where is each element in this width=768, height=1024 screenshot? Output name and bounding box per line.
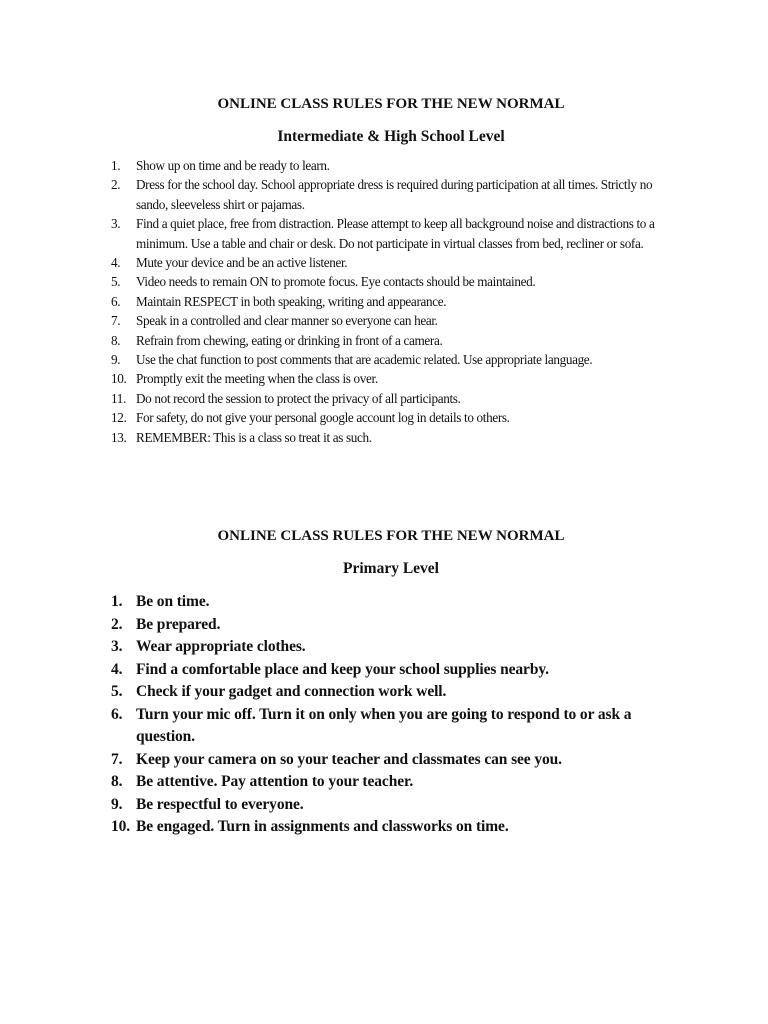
rule-item [111, 659, 671, 682]
rule-text: Do not record the session to protect the privacy of all participants. [136, 390, 461, 406]
rule-number: 7. [111, 750, 123, 768]
rule-item [111, 389, 671, 408]
rule-text: Find a quiet place, free from distraction. Please attempt to keep all background noise and distractions to a minimum. Use a table and chair or desk. Do not participate in virtual classes from bed, recliner or sofa. [136, 216, 655, 251]
rule-number: 2. [111, 615, 123, 633]
section-intermediate-high-school [111, 94, 671, 447]
rule-item [111, 369, 671, 388]
section-subtitle: Primary Level [343, 560, 439, 577]
rule-item [111, 428, 671, 447]
rule-number: 5. [111, 274, 121, 290]
rule-item [111, 704, 671, 749]
section-title: ONLINE CLASS RULES FOR THE NEW NORMAL [217, 96, 565, 112]
rule-item [111, 292, 671, 311]
rule-text: Check if your gadget and connection work well. [136, 683, 447, 700]
rules-list [111, 156, 671, 447]
rule-number: 4. [111, 255, 121, 271]
rule-text: REMEMBER: This is a class so treat it as such. [136, 429, 372, 445]
rule-text: Video needs to remain ON to promote focus. Eye contacts should be maintained. [136, 274, 536, 290]
rule-item [111, 175, 671, 214]
rule-item [111, 681, 671, 704]
rule-item [111, 749, 671, 772]
rule-item [111, 636, 671, 659]
rule-text: Wear appropriate clothes. [136, 638, 306, 655]
rule-number: 3. [111, 638, 123, 655]
rule-number: 12. [111, 410, 127, 426]
rule-text: Mute your device and be an active listener. [136, 255, 348, 271]
rule-item [111, 272, 671, 291]
rule-text: Be on time. [136, 593, 210, 610]
rule-item [111, 614, 671, 637]
rule-text: Find a comfortable place and keep your school supplies nearby. [136, 660, 549, 678]
rule-number: 10. [111, 371, 127, 387]
rule-text: Be attentive. Pay attention to your teacher. [136, 773, 414, 790]
rule-text: Be engaged. Turn in assignments and classworks on time. [136, 818, 509, 835]
rule-item [111, 311, 671, 330]
rule-number: 1. [111, 158, 121, 173]
rule-text: Be prepared. [136, 615, 221, 633]
rule-text: Dress for the school day. School appropriate dress is required during participation at all times. Strictly no sando, sleeveless shirt or pajamas. [136, 177, 653, 212]
rule-text: Use the chat function to post comments that are academic related. Use appropriate language. [136, 352, 593, 368]
rule-number: 4. [111, 660, 123, 678]
rule-number: 1. [111, 593, 123, 610]
rule-item [111, 253, 671, 272]
rule-number: 10. [111, 818, 131, 835]
rule-item [111, 771, 671, 794]
rule-number: 6. [111, 293, 121, 309]
rule-number: 8. [111, 773, 123, 790]
section-primary [111, 526, 671, 839]
rule-item [111, 591, 671, 614]
rule-number: 11. [111, 390, 126, 406]
rule-text: For safety, do not give your personal google account log in details to others. [136, 410, 510, 426]
section-subtitle: Intermediate & High School Level [277, 128, 505, 145]
rule-number: 7. [111, 313, 121, 329]
rules-list [111, 591, 671, 839]
rule-text: Be respectful to everyone. [136, 795, 304, 813]
rule-number: 9. [111, 795, 123, 813]
rule-number: 8. [111, 332, 121, 348]
rule-number: 3. [111, 216, 121, 232]
rule-text: Promptly exit the meeting when the class is over. [136, 371, 378, 387]
rule-item [111, 214, 671, 253]
rule-text: Turn your mic off. Turn it on only when you are going to respond to or ask a question. [136, 705, 632, 745]
rule-number: 2. [111, 177, 121, 193]
rule-item [111, 408, 671, 427]
rule-text: Show up on time and be ready to learn. [136, 158, 330, 173]
rule-number: 13. [111, 429, 127, 445]
rule-text: Keep your camera on so your teacher and classmates can see you. [136, 750, 562, 768]
rule-number: 9. [111, 352, 121, 368]
rule-item [111, 816, 671, 839]
rule-item [111, 794, 671, 817]
rule-item [111, 350, 671, 369]
rule-text: Refrain from chewing, eating or drinking in front of a camera. [136, 332, 443, 348]
rule-item [111, 331, 671, 350]
rule-item [111, 156, 671, 175]
rule-text: Speak in a controlled and clear manner so everyone can hear. [136, 313, 438, 329]
rule-number: 6. [111, 705, 123, 723]
rule-number: 5. [111, 683, 123, 700]
rule-text: Maintain RESPECT in both speaking, writing and appearance. [136, 293, 447, 309]
section-title: ONLINE CLASS RULES FOR THE NEW NORMAL [217, 528, 565, 544]
